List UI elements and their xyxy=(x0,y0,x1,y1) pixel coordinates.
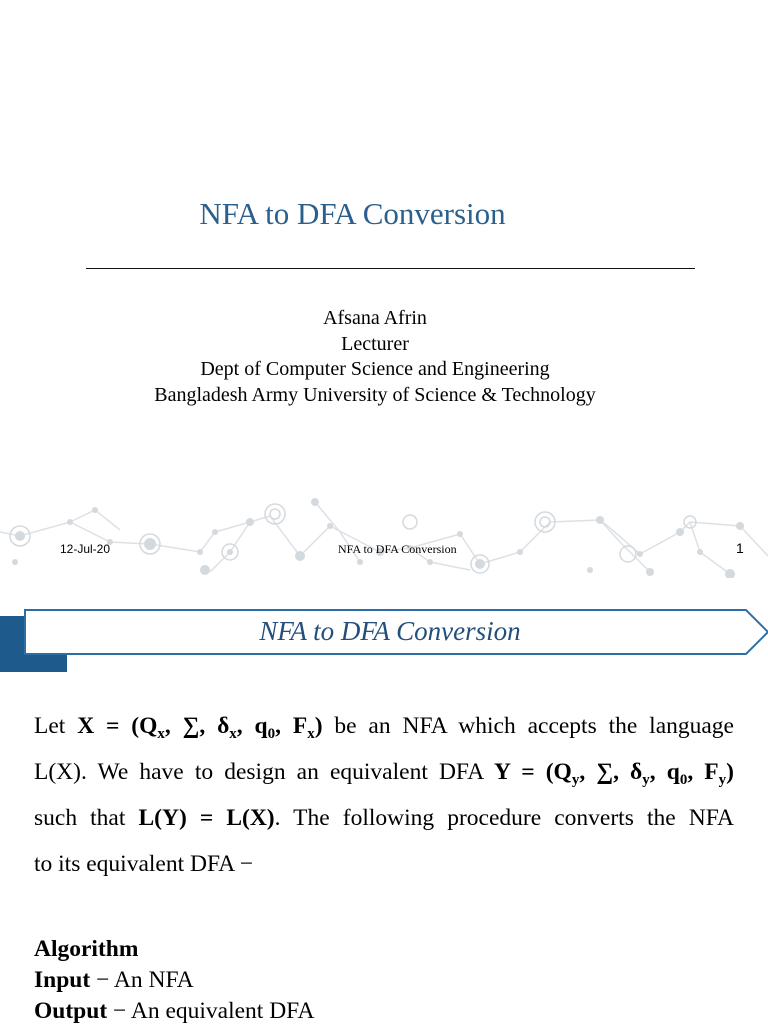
author-institution: Bangladesh Army University of Science & Technology xyxy=(154,383,596,406)
author-department: Dept of Computer Science and Engineering xyxy=(200,358,550,380)
algorithm-output: Output − An equivalent DFA xyxy=(34,998,315,1024)
page-number: 1 xyxy=(736,540,744,556)
banner-title: NFA to DFA Conversion xyxy=(259,616,521,646)
paragraph-line: Let $X = (Q_x$, ∑, $\delta_x$, $q_0$, $F_x$) be an NFA which accepts the language xyxy=(34,713,734,742)
paragraph-line: such that L(Y) = L(X). The following procedure converts the NFA xyxy=(34,805,734,831)
paragraph-line: to its equivalent DFA − xyxy=(34,851,254,877)
slide-title: NFA to DFA Conversion xyxy=(199,196,506,231)
author-name: Afsana Afrin xyxy=(323,307,427,329)
algorithm-heading: Algorithm xyxy=(34,936,139,962)
author-position: Lecturer xyxy=(341,332,409,355)
title-divider xyxy=(86,268,695,269)
algorithm-block xyxy=(34,934,314,1027)
network-decoration xyxy=(0,492,768,578)
content-slide xyxy=(0,578,768,1024)
algorithm-input: Input − An NFA xyxy=(34,967,194,993)
intro-paragraph xyxy=(34,703,734,887)
author-block xyxy=(0,306,750,408)
footer-date: 12-Jul-20 xyxy=(60,542,111,556)
footer-title: NFA to DFA Conversion xyxy=(338,542,457,556)
paragraph-line: L(X). We have to design an equivalent DFA $Y = (Q_y$, ∑, $\delta_y$, $q_0$, $F_y$) xyxy=(34,759,734,788)
